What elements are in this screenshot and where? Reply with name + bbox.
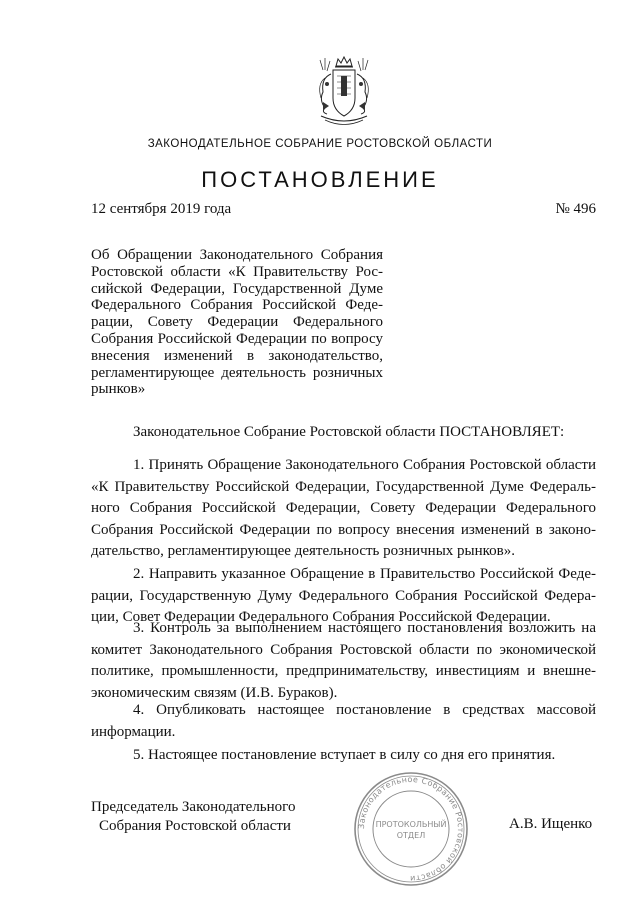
item-text: 5. Настоящее постановление вступает в силу со дня его принятия. (133, 747, 556, 763)
item-4 (91, 700, 596, 743)
stamp-center-line2: ОТДЕЛ (396, 831, 426, 840)
document-number: № 496 (555, 201, 596, 217)
item-text: 4. Опубликовать настоящее постановление в средствах массовой информации. (91, 702, 596, 740)
organization-name: ЗАКОНОДАТЕЛЬНОЕ СОБРАНИЕ РОСТОВСКОЙ ОБЛАСТИ (147, 138, 493, 150)
item-3 (91, 618, 596, 704)
item-text: 3. Контроль за выполнением настоящего постановления возложить на комитет Законодательного Собрания Ростовской области по экономической политике, промышленности, предпринимательству, инвестициям и внешнеэкономическим связям (И.В. Бураков). (91, 620, 596, 701)
coat-of-arms-icon (311, 54, 377, 130)
item-1 (91, 455, 596, 563)
stamp-ring-text: Законодательное Собрание Ростовской области (356, 774, 466, 884)
signatory-position-line1: Председатель Законодательного (91, 799, 296, 815)
item-5 (91, 745, 596, 767)
signatory-position-line2: Собрания Ростовской области (99, 817, 291, 834)
signatory-position (91, 798, 295, 835)
item-text: 2. Направить указанное Обращение в Правительство Российской Федерации, Государственную Думу Федерального Собрания Российской Федерации, Совет Федерации Федерального Собрания Российской Федерации. (91, 566, 596, 626)
signatory-name: А.В. Ищенко (509, 816, 593, 832)
preamble (91, 422, 596, 444)
document-date: 12 сентября 2019 года (91, 201, 232, 217)
preamble-text: Законодательное Собрание Ростовской области ПОСТАНОВЛЯЕТ: (133, 424, 565, 440)
stamp-center-line1: ПРОТОКОЛЬНЫЙ (375, 820, 447, 829)
document-type: ПОСТАНОВЛЕНИЕ (201, 167, 439, 192)
document-subject: Об Обращении Законодательного Собрания Ростовской области «К Правительству Российской Федерации, Государственной Думе Федерального Собрания Российской Федерации, Совету Федерации Федерального Собрания Российской Федерации по вопросу внесения изменений в законодательство, регламентирующее деятельность розничных рынков» (91, 247, 383, 398)
item-text: 1. Принять Обращение Законодательного Собрания Ростовской области «К Правительству Российской Федерации, Государственной Думе Федерального Собрания Российской Федерации, Совету Федерации Федерального Собрания Российской Федерации по вопросу внесения изменений в законодательство, регламентирующее деятельность розничных рынков». (91, 457, 596, 560)
round-stamp-icon (352, 770, 470, 888)
